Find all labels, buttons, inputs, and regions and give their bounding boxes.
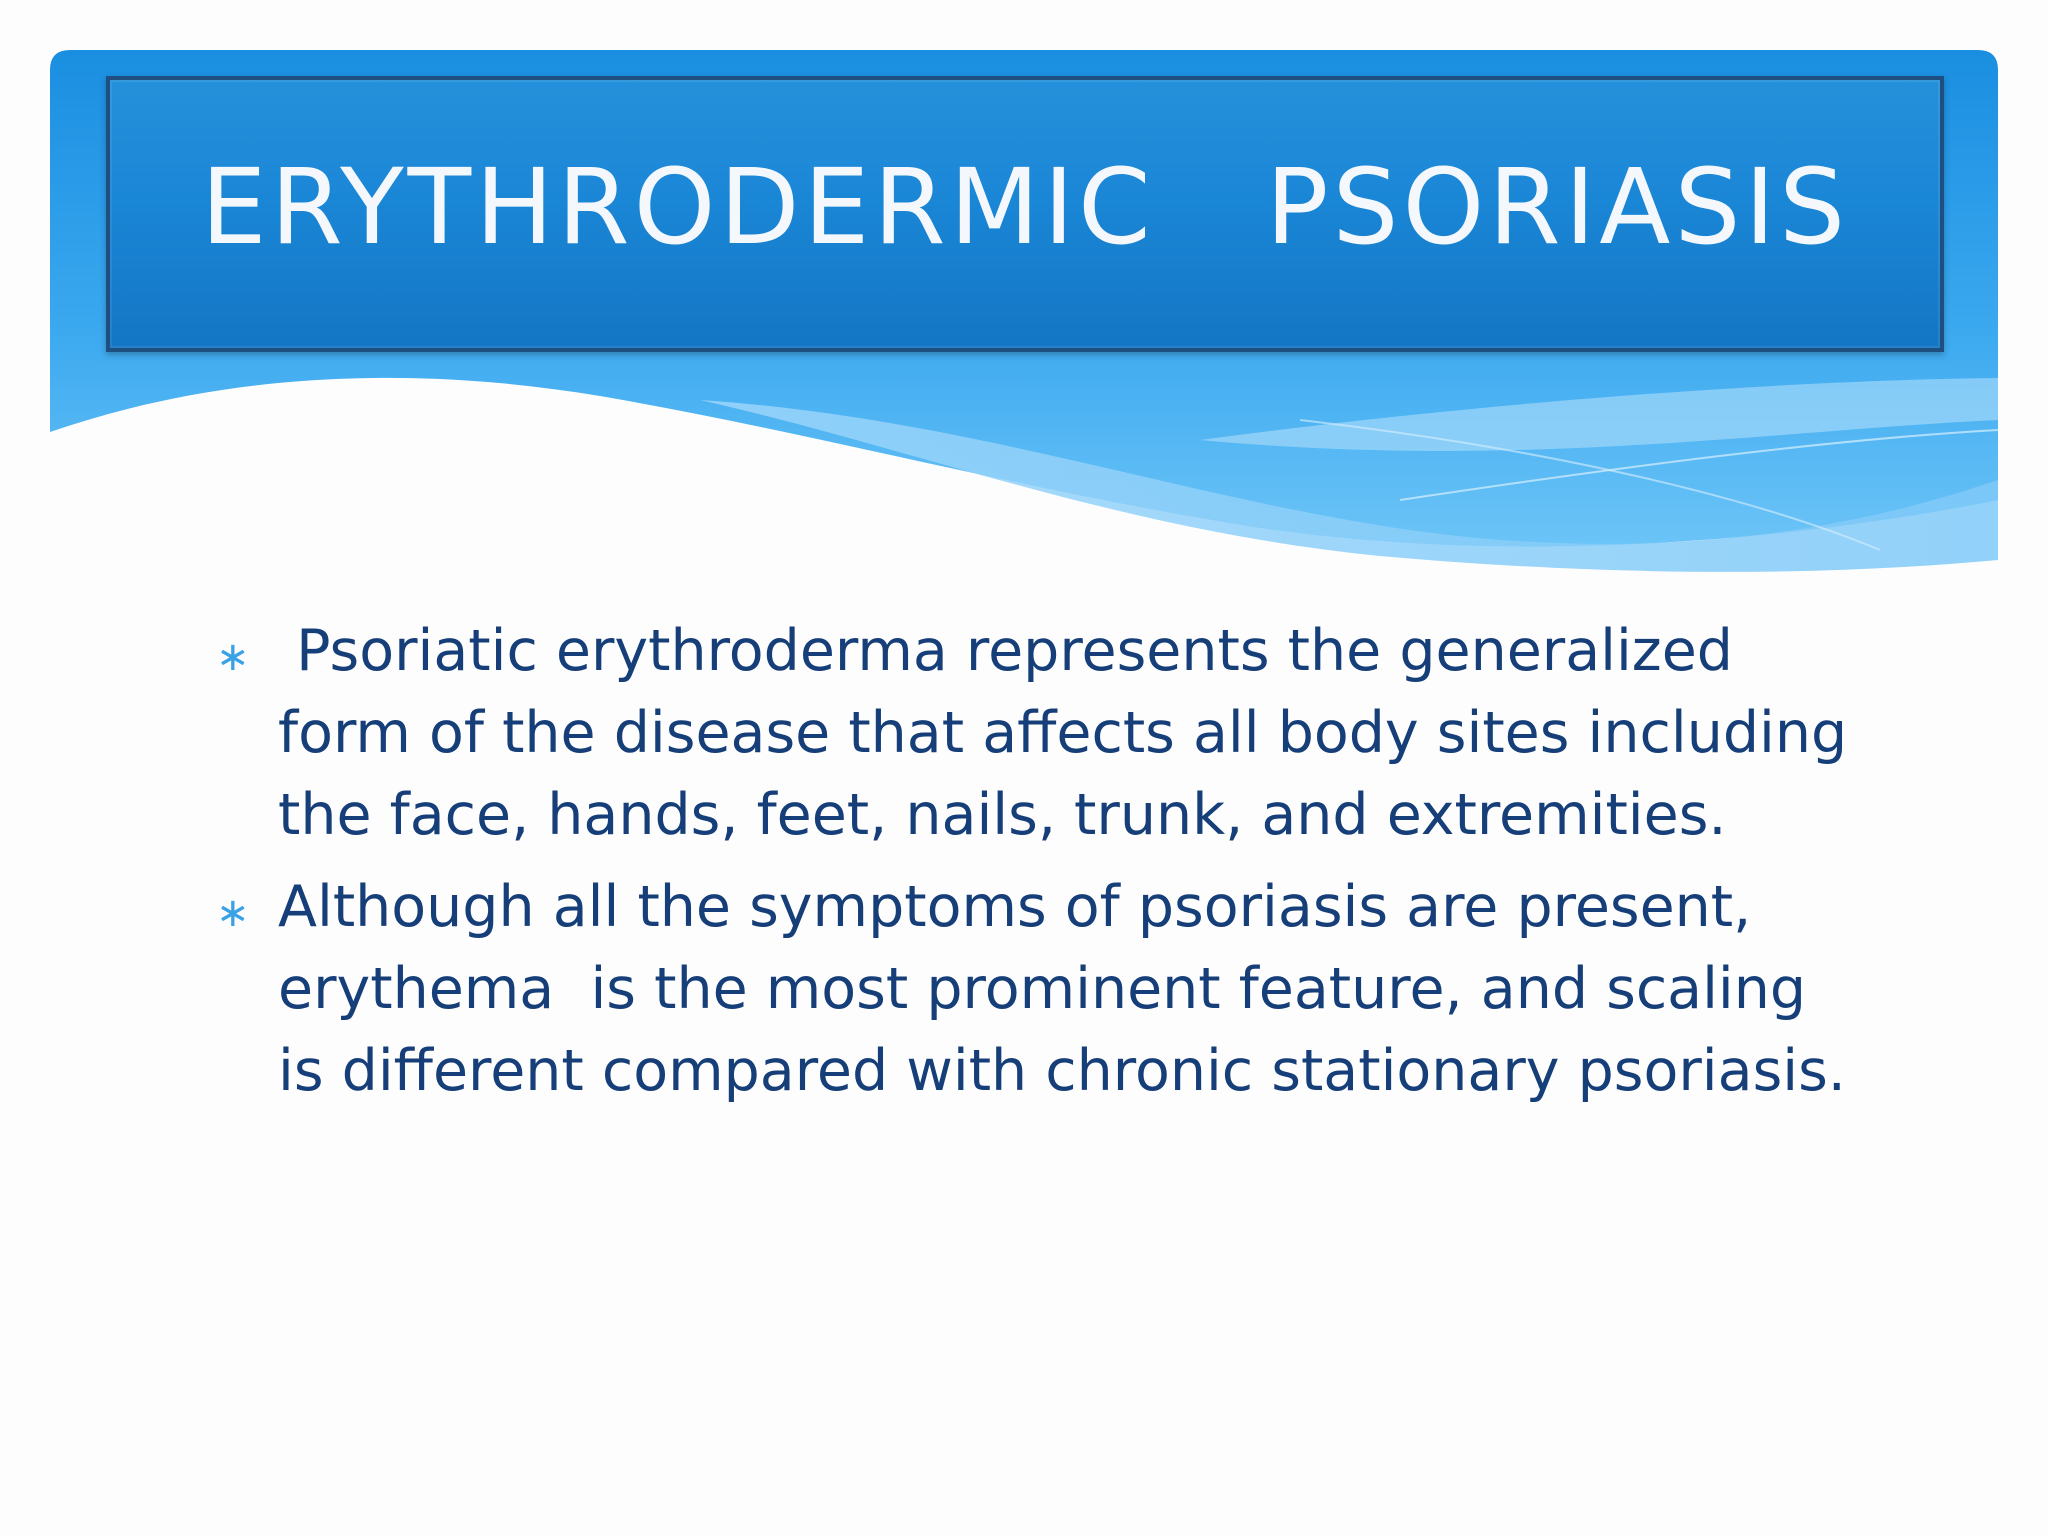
bullet-text: Psoriatic erythroderma represents the generalized form of the disease that affects all body sites including the face, hands, feet, nails, trunk, and extremities.	[278, 618, 1866, 848]
asterisk-bullet-icon: ∗	[216, 634, 250, 680]
bullet-text: Although all the symptoms of psoriasis are present, erythema is the most prominent feature, and scaling is different compared with chronic stationary psoriasis.	[278, 874, 1846, 1104]
bullet-item	[210, 610, 1866, 856]
asterisk-bullet-icon: ∗	[216, 890, 250, 936]
bullet-item	[210, 866, 1850, 1112]
bullet-list	[210, 610, 1866, 1122]
slide-title: ERYTHRODERMIC PSORIASIS	[200, 146, 1850, 268]
title-banner	[106, 76, 1944, 352]
